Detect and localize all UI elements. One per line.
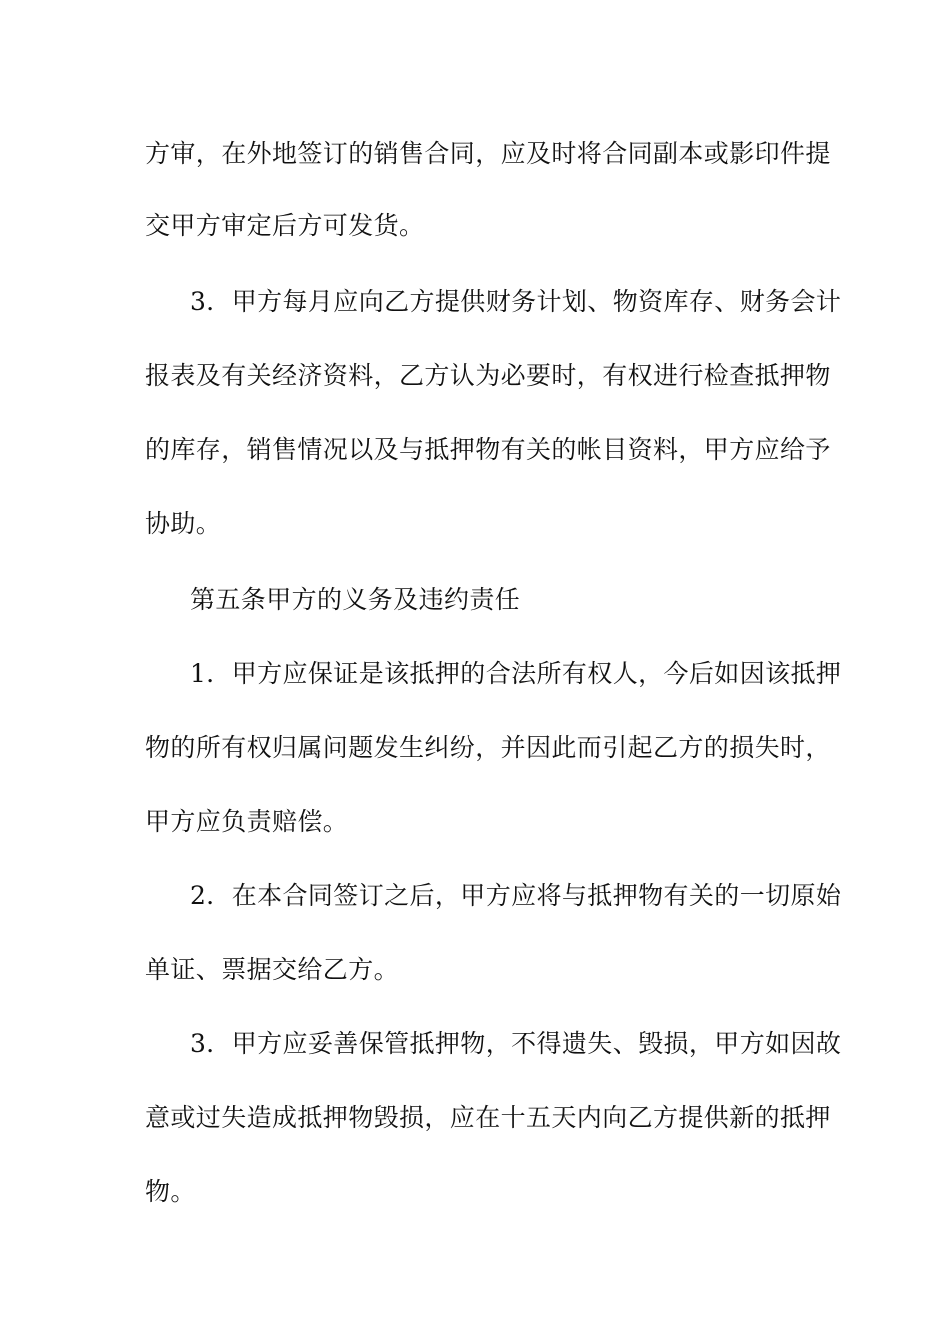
text-line: 1．甲方应保证是该抵押的合法所有权人，今后如因该抵押 xyxy=(190,659,842,688)
text-line: 物的所有权归属问题发生纠纷，并因此而引起乙方的损失时， xyxy=(145,733,831,762)
text-line: 交甲方审定后方可发货。 xyxy=(145,211,425,240)
text-line: 3．甲方应妥善保管抵押物，不得遗失、毁损，甲方如因故 xyxy=(190,1029,842,1058)
text-line: 单证、票据交给乙方。 xyxy=(145,955,400,984)
text-line: 意或过失造成抵押物毁损，应在十五天内向乙方提供新的抵押 xyxy=(145,1103,831,1132)
text-line: 2．在本合同签订之后，甲方应将与抵押物有关的一切原始 xyxy=(190,881,842,910)
text-line: 的库存，销售情况以及与抵押物有关的帐目资料，甲方应给予 xyxy=(145,435,831,464)
text-line: 3．甲方每月应向乙方提供财务计划、物资库存、财务会计 xyxy=(190,287,842,316)
text-line: 甲方应负责赔偿。 xyxy=(145,807,349,836)
text-line: 物。 xyxy=(145,1177,196,1206)
text-line: 报表及有关经济资料，乙方认为必要时，有权进行检查抵押物 xyxy=(145,361,831,390)
text-line: 协助。 xyxy=(145,509,222,538)
text-line: 方审，在外地签订的销售合同，应及时将合同副本或影印件提 xyxy=(145,139,831,168)
section-heading: 第五条甲方的义务及违约责任 xyxy=(190,585,521,614)
